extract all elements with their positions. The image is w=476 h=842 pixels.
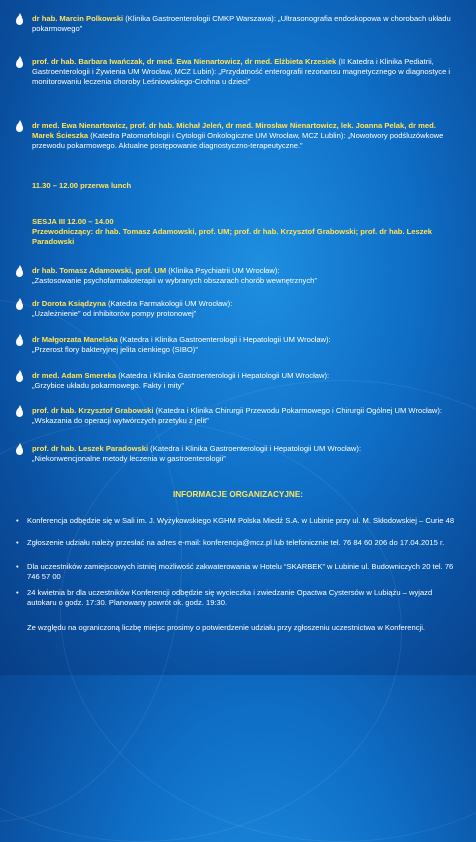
info-item [16, 516, 461, 526]
speaker-detail: (Katedra i Klinika Gastroenterologii i Hepatologii UM Wrocław): [117, 335, 331, 344]
program-entry [32, 266, 457, 286]
speaker-name: dr med. Adam Smereka [32, 371, 117, 380]
program-entry [32, 444, 457, 464]
bullet-icon: • [16, 538, 19, 547]
drop-icon [16, 373, 23, 382]
speaker-name: prof. dr hab. Barbara Iwańczak, dr med. Ewa Nienartowicz, dr med. Elżbieta Krzesiek [32, 57, 337, 66]
speaker-name: prof. dr hab. Krzysztof Grabowski [32, 406, 154, 415]
bullet-icon: • [16, 588, 19, 597]
bullet-icon: • [16, 516, 19, 525]
drop-icon [16, 446, 23, 455]
speaker-name: dr hab. Marcin Polkowski [32, 14, 124, 23]
speaker-name: dr Dorota Ksiądzyna [32, 299, 106, 308]
info-text: Konferencja odbędzie się w Sali im. J. Wyżykowskiego KGHM Polska Miedź S.A. w Lubinie przy ul. M. Skłodowskiej – Curie 48 [27, 516, 455, 525]
speaker-detail: (Katedra Farmakologii UM Wrocław): [105, 299, 233, 308]
info-item [16, 538, 461, 548]
talk-title: „Przerost flory bakteryjnej jelita cienkiego (SIBO)” [32, 345, 198, 355]
drop-icon [16, 337, 23, 346]
speaker-detail: (II Katedra i Klinika Pediatrii, Gastroenterologii i Żywienia UM Wrocław, MCZ Lubin): „Przydatność enterografii rezonansu magnetycznego w diagnostyce i monitorowaniu leczenia choroby Leśniowskiego-Crohna u dzieci” [32, 57, 451, 87]
program-entry [32, 57, 457, 88]
drop-icon [16, 268, 23, 277]
drop-icon [16, 16, 23, 25]
info-text: Dla uczestników zamiejscowych istniej możliwość zakwaterowania w Hotelu “SKARBEK” w Lubinie ul. Budowniczych 20 tel. 76 746 57 00 [27, 562, 454, 582]
footer-note [16, 623, 461, 633]
program-entry [32, 299, 457, 319]
talk-title: „Uzależnienie” od inhibitorów pompy protonowej” [32, 309, 197, 319]
program-entry [32, 406, 457, 426]
speaker-detail: (Klinika Gastroenterologii CMKP Warszawa): „Ultrasonografia endoskopowa w chorobach układu pokarmowego” [32, 14, 451, 34]
talk-title: „Niekonwencjonalne metody leczenia w gastroenterologii” [32, 454, 226, 464]
speaker-detail: (Katedra i Klinika Gastroenterologii i Hepatologii UM Wrocław): [148, 444, 362, 453]
talk-title: „Grzybice układu pokarmowego. Fakty i mity” [32, 381, 184, 391]
speaker-detail: (Katedra Patomorfologii i Cytologii Onkologiczne UM Wrocław, MCZ Lublin): „Nowotwory podśluzówkowe przewodu pokarmowego. Aktualne postępowanie diagnostyczno-terapeutyczne.” [32, 131, 444, 151]
speaker-name: dr hab. Tomasz Adamowski, prof. UM [32, 266, 167, 275]
speaker-name: dr Małgorzata Manelska [32, 335, 118, 344]
drop-icon [16, 123, 23, 132]
footer-text: Ze względu na ograniczoną liczbę miejsc prosimy o potwierdzenie udziału przy zgłoszeniu uczestnictwa w Konferencji. [27, 623, 426, 632]
info-text: 24 kwietnia br dla uczestników Konferencji odbędzie się wycieczka i zwiedzanie Opactwa Cystersów w Lubiążu – wyjazd autokaru o godz. 17:30. Planowany powrót ok. godz. 19:30. [27, 588, 433, 608]
info-heading: INFORMACJE ORGANIZACYJNE: [172, 490, 304, 499]
talk-title: „Zastosowanie psychofarmakoterapii w wybranych obszarach chorób wewnętrznych” [32, 276, 317, 286]
bullet-icon: • [16, 562, 19, 571]
info-item [16, 562, 461, 582]
info-text: Zgłoszenie udziału należy przesłać na adres e-mail: konferencja@mcz.pl lub telefonicznie tel. 76 84 60 206 do 17.04.2015 r. [27, 538, 445, 547]
program-entry [32, 371, 457, 391]
session-title: SESJA III 12.00 – 14.00 [32, 217, 114, 226]
speaker-detail: (Katedra i Klinika Gastroenterologii i Hepatologii UM Wrocław): [116, 371, 330, 380]
speaker-name: dr med. Ewa Nienartowicz, prof. dr hab. Michał Jeleń, dr med. Mirosław Nienartowicz, lek. Joanna Pelak, dr med. Marek Ścieszka [32, 121, 436, 141]
session-chairs: Przewodniczący: dr hab. Tomasz Adamowski, prof. UM; prof. dr hab. Krzysztof Grabowski; prof. dr hab. Leszek Paradowski [32, 227, 432, 247]
program-entry [32, 335, 457, 355]
lunch-break: 11.30 – 12.00 przerwa lunch [32, 181, 132, 190]
program-entry [32, 14, 457, 34]
program-entry [32, 121, 457, 152]
drop-icon [16, 301, 23, 310]
drop-icon [16, 408, 23, 417]
speaker-detail: (Klinika Psychiatrii UM Wrocław): [166, 266, 280, 275]
speaker-detail: (Katedra i Klinika Chirurgii Przewodu Pokarmowego i Chirurgii Ogólnej UM Wrocław): „Wskazania do operacji wytwórczych przetyku z jelit” [32, 406, 443, 426]
drop-icon [16, 59, 23, 68]
speaker-name: prof. dr hab. Leszek Paradowski [32, 444, 149, 453]
info-item [16, 588, 461, 608]
